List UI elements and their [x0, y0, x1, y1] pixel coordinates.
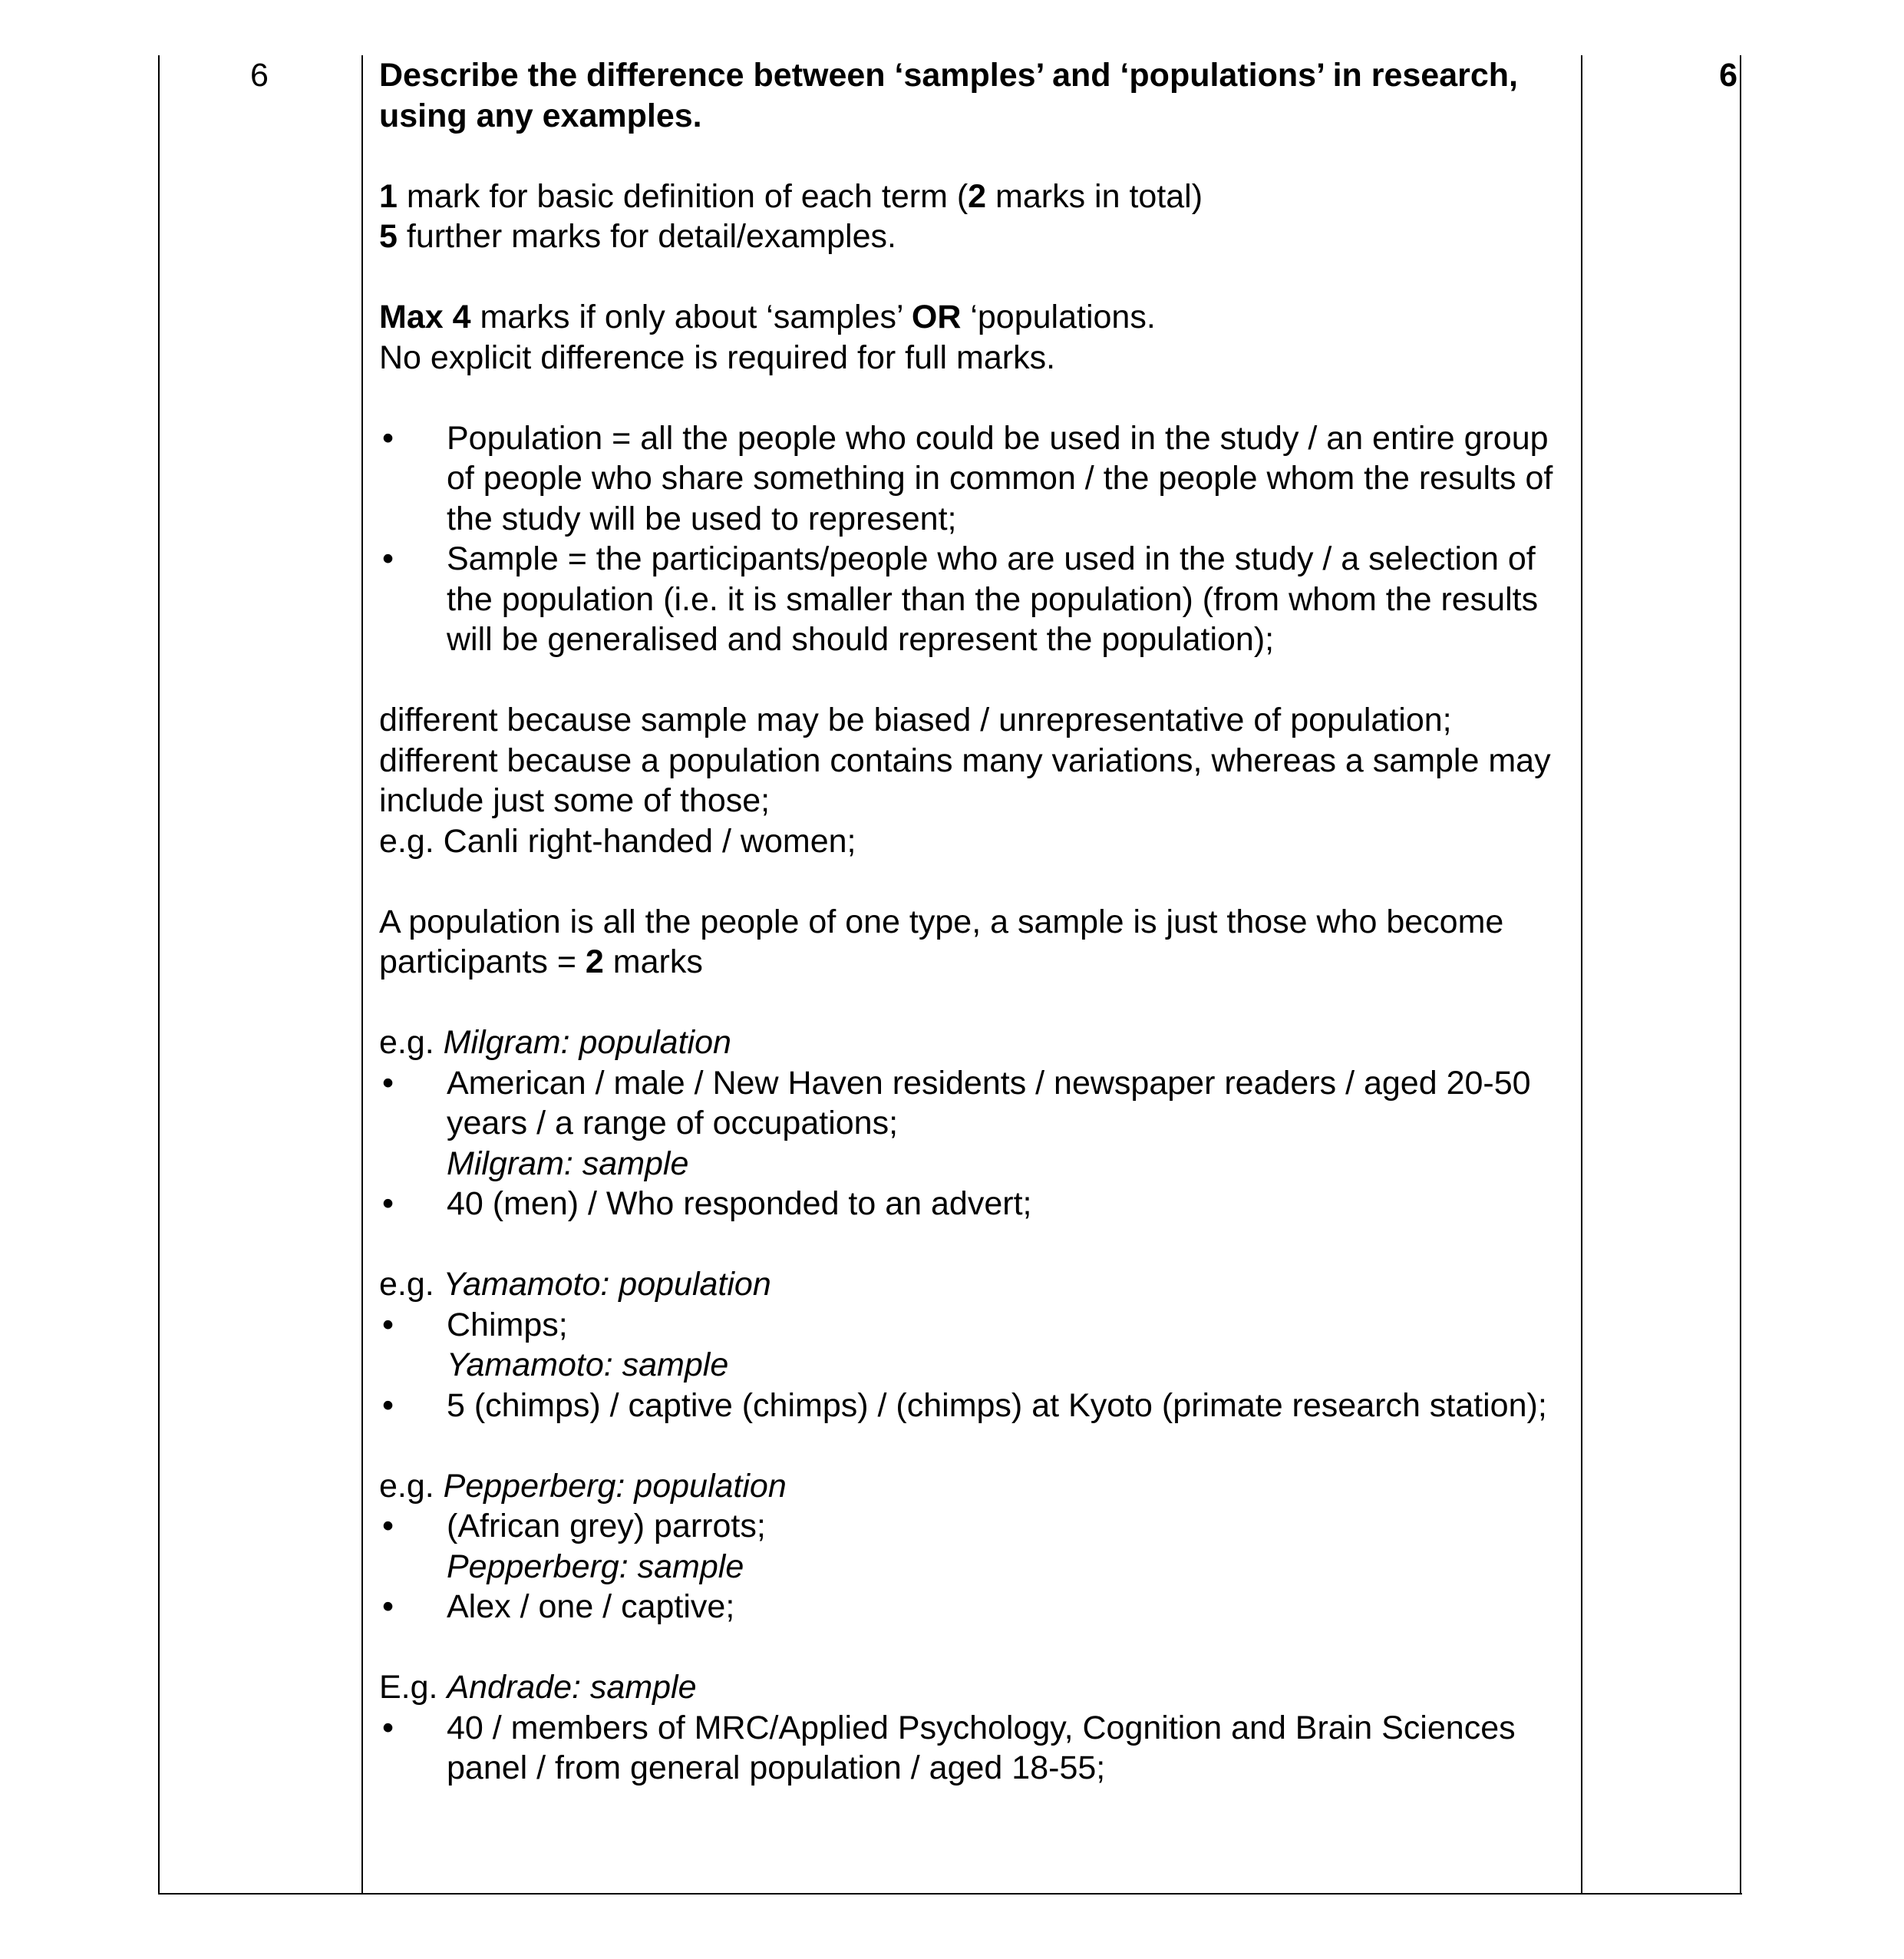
guidance-line-4: No explicit difference is required for full marks. [379, 339, 1056, 376]
yamamoto-sample-label: Yamamoto: sample [447, 1346, 729, 1383]
andrade-sample-label: E.g. Andrade: sample [379, 1669, 697, 1706]
difference-example: e.g. Canli right-handed / women; [379, 822, 856, 860]
answer-cell [379, 55, 1576, 1789]
definition-sample: • Sample = the participants/people who are used in the study / a selection of the population (i.e. it is smaller than the population) (from whom the results will be generalised and should represent the population); [379, 539, 1576, 660]
table-divider-2 [1581, 55, 1582, 1895]
table-border-left [158, 55, 160, 1895]
pepperberg-sample-label: Pepperberg: sample [447, 1548, 744, 1585]
yamamoto-sample: • 5 (chimps) / captive (chimps) / (chimps) at Kyoto (primate research station); [379, 1386, 1576, 1426]
pepperberg-sample: • Alex / one / captive; [379, 1587, 1576, 1627]
milgram-sample-label: Milgram: sample [447, 1145, 689, 1182]
milgram-population-label: e.g. Milgram: population [379, 1024, 731, 1061]
question-number: 6 [250, 57, 269, 94]
pepperberg-population: • (African grey) parrots; [379, 1506, 1576, 1547]
summary-line: A population is all the people of one type, a sample is just those who become participants = 2 marks [379, 903, 1504, 980]
milgram-sample: • 40 (men) / Who responded to an advert; [379, 1184, 1576, 1224]
milgram-population: • American / male / New Haven residents / newspaper readers / aged 20-50 years / a range of occupations; [379, 1063, 1576, 1144]
guidance-line-2: 5 further marks for detail/examples. [379, 218, 896, 255]
table-border-bottom [159, 1893, 1742, 1895]
guidance-line-1: 1 mark for basic definition of each term (2 marks in total) [379, 177, 1203, 215]
table-divider-1 [361, 55, 363, 1895]
total-marks: 6 [1719, 57, 1737, 94]
question-text: Describe the difference between ‘samples’ and ‘populations’ in research, using any examples. [379, 57, 1518, 134]
guidance-line-3: Max 4 marks if only about ‘samples’ OR ‘populations. [379, 299, 1156, 335]
difference-1: different because sample may be biased / unrepresentative of population; [379, 702, 1452, 738]
yamamoto-population-label: e.g. Yamamoto: population [379, 1266, 771, 1303]
andrade-sample: • 40 / members of MRC/Applied Psychology, Cognition and Brain Sciences panel / from general population / aged 18-55; [379, 1708, 1576, 1789]
pepperberg-population-label: e.g. Pepperberg: population [379, 1467, 787, 1505]
definition-population: • Population = all the people who could be used in the study / an entire group of people who share something in common / the people whom the results of the study will be used to represent; [379, 418, 1576, 540]
difference-2: different because a population contains many variations, whereas a sample may include just some of those; [379, 742, 1551, 819]
yamamoto-population: • Chimps; [379, 1305, 1576, 1346]
table-border-right [1740, 55, 1741, 1895]
